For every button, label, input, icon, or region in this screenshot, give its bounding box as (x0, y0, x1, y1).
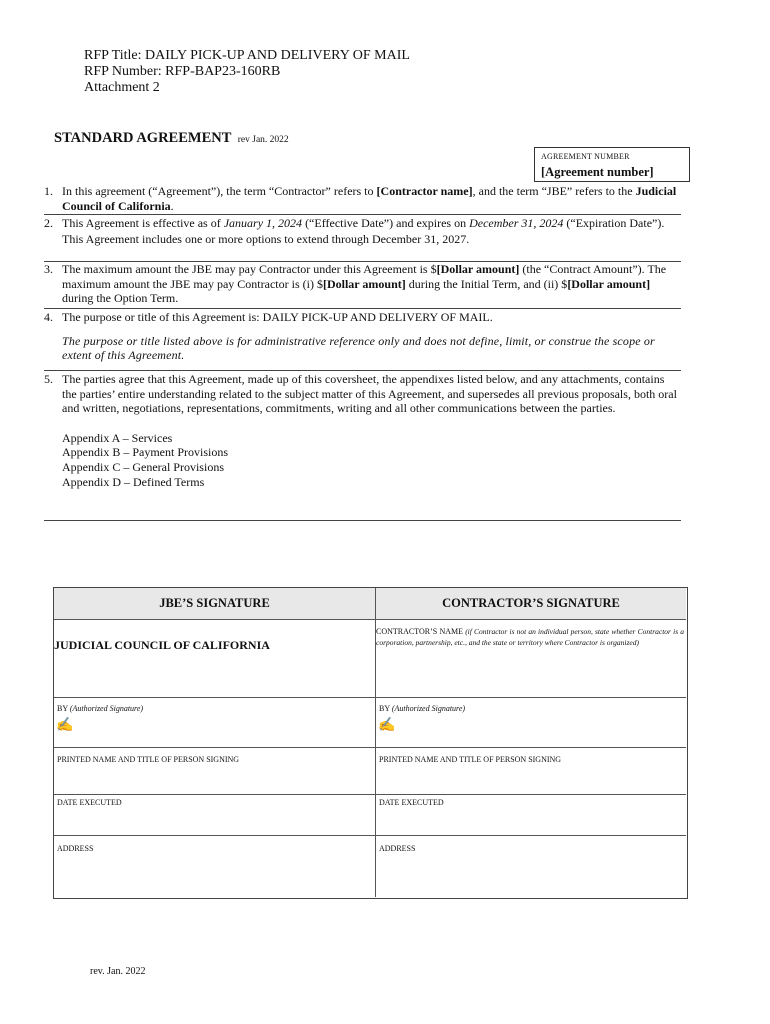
jbe-by-label-row (57, 704, 143, 713)
printed-name-label: PRINTED NAME AND TITLE OF PERSON SIGNING (57, 755, 240, 764)
purpose-disclaimer: The purpose or title listed above is for administrative reference only and does not define, limit, or construe the scope or extent of this Agreement. (62, 333, 655, 363)
divider (44, 370, 681, 371)
agreement-number-value[interactable]: [Agreement number] (541, 165, 654, 179)
extension-note: This Agreement includes one or more options to extend through December 31, 2027. (62, 231, 470, 246)
jbe-name-cell (54, 620, 376, 698)
footer-revision: rev. Jan. 2022 (90, 966, 146, 977)
address-label: ADDRESS (57, 844, 94, 853)
standard-agreement-title (54, 130, 289, 147)
entire-agreement-text: The parties agree that this Agreement, made up of this coversheet, the appendixes listed below, and any attachments, contains the parties’ entire understanding related to the subject matter of this Agreement, and supersedes all previous proposals, both oral and written, negotiations, representations, commitments, writing and all other communications between the parties. (62, 372, 677, 416)
clause-text: In this agreement (“Agreement”), the term “Contractor” refers to (62, 184, 377, 198)
appendix-item: Appendix A – Services (62, 430, 173, 445)
by-label: BY (379, 704, 390, 713)
clause-3 (44, 262, 680, 306)
contractor-address-cell[interactable] (376, 836, 686, 897)
contractor-date-cell[interactable] (376, 795, 686, 836)
divider (44, 520, 681, 521)
clause-text-bold: Judicial Council of California (62, 184, 677, 213)
contractor-name-field[interactable]: [Contractor name] (376, 184, 473, 198)
jbe-signature-header: JBE’S SIGNATURE (54, 588, 376, 620)
signature-table (53, 587, 688, 899)
date-executed-label: DATE EXECUTED (57, 798, 122, 807)
rfp-number: RFP Number: RFP-BAP23-160RB (84, 64, 281, 79)
agreement-title-text: STANDARD AGREEMENT (54, 130, 232, 146)
purpose-title: The purpose or title of this Agreement is: DAILY PICK-UP AND DELIVERY OF MAIL. (62, 310, 493, 324)
by-note: (Authorized Signature) (69, 704, 144, 713)
clause-number: 4. (44, 310, 53, 324)
appendix-list (62, 431, 680, 489)
clause-1 (44, 184, 680, 213)
agreement-revision: rev Jan. 2022 (237, 135, 289, 145)
date-executed-label: DATE EXECUTED (379, 798, 444, 807)
appendix-item: Appendix B – Payment Provisions (62, 445, 229, 460)
clause-5 (44, 372, 680, 489)
expiration-date: December 31, 2024 (469, 216, 564, 230)
clause-number: 5. (44, 372, 53, 386)
contractor-name-note: (if Contractor is not an individual person, state whether Contractor is a corporation, partnership, etc., and the state or territory where Contractor is organized) (376, 627, 685, 647)
clause-text: (“Effective Date”) and expires on (302, 216, 470, 230)
agreement-number-box[interactable] (534, 147, 690, 182)
contractor-name-cell[interactable] (376, 620, 686, 698)
clause-number: 3. (44, 262, 53, 276)
address-label: ADDRESS (379, 844, 416, 853)
option-term-amount-field[interactable]: [Dollar amount] (567, 276, 651, 291)
appendix-item: Appendix D – Defined Terms (62, 474, 205, 489)
signature-pen-icon: ✍ (56, 718, 74, 733)
attachment-label: Attachment 2 (84, 80, 160, 95)
appendix-item: Appendix C – General Provisions (62, 459, 224, 474)
effective-date: January 1, 2024 (223, 216, 303, 230)
rfp-title: RFP Title: DAILY PICK-UP AND DELIVERY OF MAIL (84, 48, 410, 63)
by-note: (Authorized Signature) (391, 704, 466, 713)
contractor-signature-header: CONTRACTOR’S SIGNATURE (376, 588, 686, 620)
agreement-number-label: AGREEMENT NUMBER (541, 152, 630, 161)
clause-text: during the Option Term. (62, 291, 179, 306)
clause-text: . (170, 198, 174, 213)
printed-name-label: PRINTED NAME AND TITLE OF PERSON SIGNING (379, 755, 562, 764)
contractor-name-label-block (376, 626, 684, 648)
divider (44, 308, 681, 309)
clause-text: during the Initial Term, and (ii) $ (405, 276, 568, 291)
jbe-date-cell[interactable] (54, 795, 376, 836)
divider (44, 214, 681, 215)
contract-amount-field[interactable]: [Dollar amount] (436, 262, 520, 276)
clause-text: (“Expiration Date”). (563, 216, 665, 230)
clause-text: , and the term “JBE” refers to the (472, 184, 636, 198)
clause-4 (44, 310, 680, 363)
initial-term-amount-field[interactable]: [Dollar amount] (322, 276, 406, 291)
jbe-name: JUDICIAL COUNCIL OF CALIFORNIA (54, 638, 270, 652)
by-label: BY (57, 704, 68, 713)
jbe-address-cell[interactable] (54, 836, 376, 897)
clause-text: (the “Contract Amount”). The maximum amount the JBE may pay Contractor is (i) $ (62, 262, 667, 291)
clause-text: The maximum amount the JBE may pay Contractor under this Agreement is $ (62, 262, 437, 276)
jbe-by-cell[interactable] (54, 698, 376, 748)
signature-pen-icon: ✍ (378, 718, 396, 733)
contractor-by-cell[interactable] (376, 698, 686, 748)
clause-text: This Agreement is effective as of (62, 216, 224, 230)
clause-number: 1. (44, 184, 53, 198)
clause-2 (44, 216, 680, 246)
contractor-printed-name-cell[interactable] (376, 748, 686, 795)
contractor-by-label-row (379, 704, 465, 713)
jbe-printed-name-cell[interactable] (54, 748, 376, 795)
clause-number: 2. (44, 216, 53, 230)
contractor-name-label: CONTRACTOR’S NAME (376, 627, 464, 636)
